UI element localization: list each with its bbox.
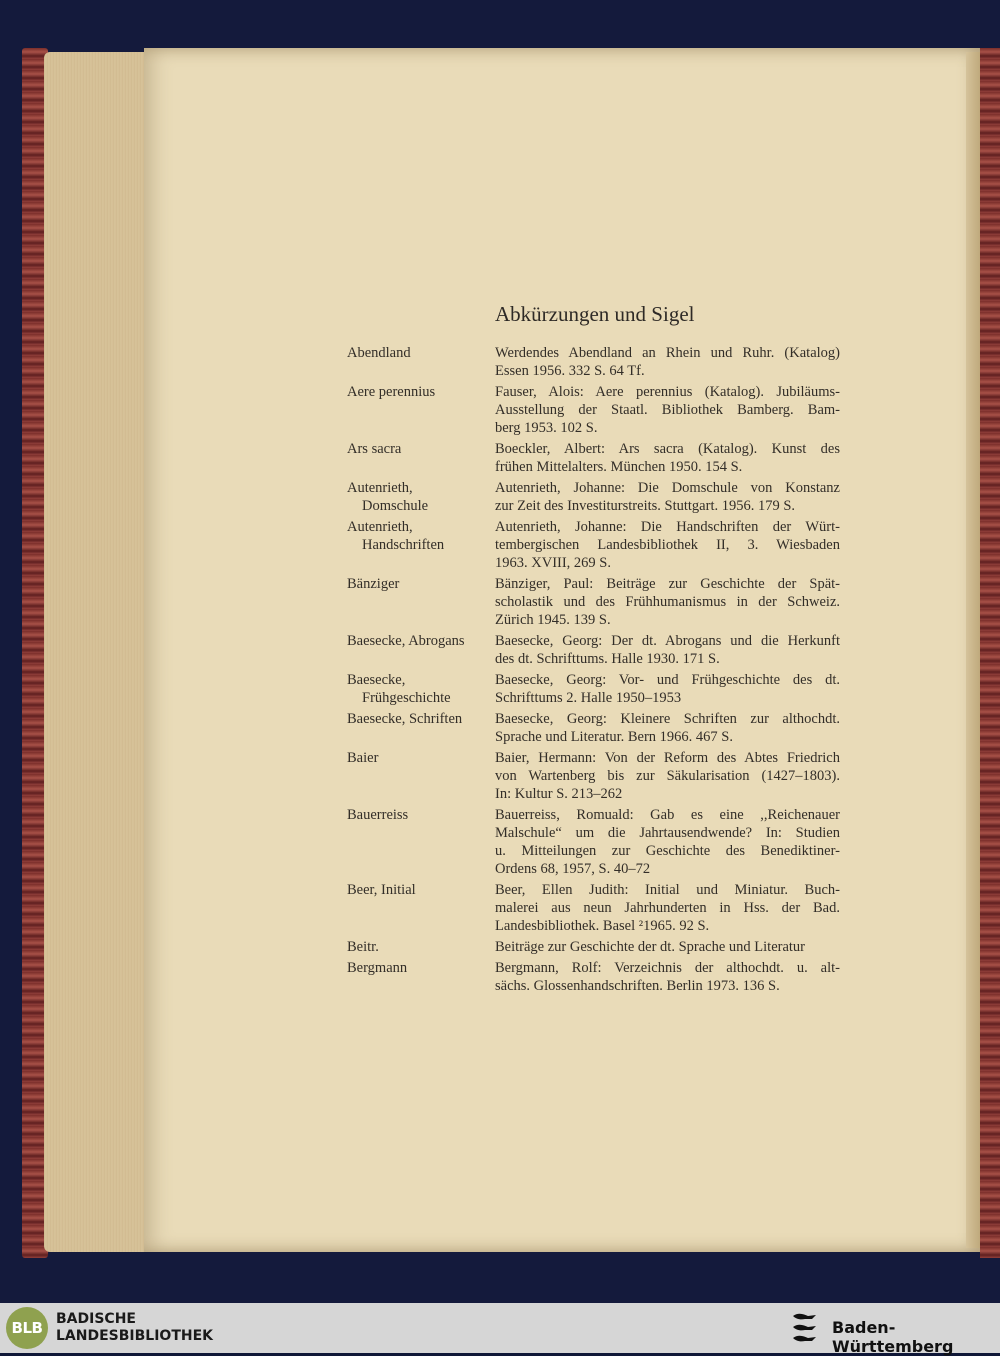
term-line: Autenrieth, <box>347 519 413 535</box>
abbreviation-description <box>495 383 840 437</box>
list-item <box>347 383 847 437</box>
abbreviation-description <box>495 749 840 803</box>
description-line: tembergischen Landesbibliothek II, 3. Wiesbaden <box>495 537 840 553</box>
abbreviation-description <box>495 710 840 746</box>
blb-logo[interactable]: BLB <box>6 1307 48 1349</box>
abbreviation-term <box>347 383 495 437</box>
description-line: Werdendes Abendland an Rhein und Ruhr. (Katalog) <box>495 345 840 361</box>
description-line: Baesecke, Georg: Kleinere Schriften zur althochdt. <box>495 711 840 727</box>
abbreviation-description <box>495 440 840 476</box>
list-item <box>347 806 847 878</box>
term-line: Frühgeschichte <box>362 690 451 706</box>
list-item <box>347 671 847 707</box>
abbreviation-term <box>347 806 495 878</box>
abbreviation-term <box>347 881 495 935</box>
list-item <box>347 710 847 746</box>
term-line: Handschriften <box>362 537 445 553</box>
description-line: Baesecke, Georg: Der dt. Abrogans und die Herkunft <box>495 633 840 649</box>
description-line: Boeckler, Albert: Ars sacra (Katalog). Kunst des <box>495 441 840 457</box>
state-name[interactable]: Baden-Württemberg <box>832 1318 954 1356</box>
list-item <box>347 881 847 935</box>
footer-bar <box>0 1303 1000 1356</box>
abbreviation-term <box>347 440 495 476</box>
term-line: Ars sacra <box>347 441 402 457</box>
lions-coat-of-arms-icon[interactable] <box>790 1310 820 1346</box>
list-item <box>347 479 847 515</box>
description-line: frühen Mittelalters. München 1950. 154 S. <box>495 459 743 475</box>
term-line: Baesecke, Abrogans <box>347 633 465 649</box>
list-item <box>347 959 847 995</box>
description-line: Essen 1956. 332 S. 64 Tf. <box>495 363 645 379</box>
description-line: Fauser, Alois: Aere perennius (Katalog). Jubiläums- <box>495 384 840 400</box>
term-line: Beer, Initial <box>347 882 416 898</box>
abbreviation-description <box>495 806 840 878</box>
abbreviation-term <box>347 938 495 956</box>
list-item <box>347 344 847 380</box>
description-line: scholastik und des Frühhumanismus in der Schweiz. <box>495 594 840 610</box>
description-line: Malschule“ um die Jahrtausendwende? In: Studien <box>495 825 840 841</box>
description-line: 1963. XVIII, 269 S. <box>495 555 611 571</box>
abbreviation-term <box>347 479 495 515</box>
description-line: Bauerreiss, Romuald: Gab es eine ,,Reichenauer <box>495 807 840 823</box>
abbreviation-list <box>347 344 847 998</box>
term-line: Autenrieth, <box>347 480 413 496</box>
library-name-line: BADISCHE <box>56 1311 136 1327</box>
description-line: Autenrieth, Johanne: Die Handschriften der Würt- <box>495 519 840 535</box>
abbreviation-term <box>347 749 495 803</box>
abbreviation-term <box>347 959 495 995</box>
list-item <box>347 749 847 803</box>
description-line: Schrifttums 2. Halle 1950–1953 <box>495 690 682 706</box>
term-line: Baesecke, Schriften <box>347 711 463 727</box>
term-line: Bauerreiss <box>347 807 409 823</box>
abbreviation-description <box>495 518 840 572</box>
term-line: Bänziger <box>347 576 400 592</box>
term-line: Baier <box>347 750 379 766</box>
description-line: von Wartenberg bis zur Säkularisation (1427–1803). <box>495 768 840 784</box>
description-line: Landesbibliothek. Basel ²1965. 92 S. <box>495 918 710 934</box>
description-line: Baier, Hermann: Von der Reform des Abtes Friedrich <box>495 750 840 766</box>
term-line: Bergmann <box>347 960 408 976</box>
description-line: Bänziger, Paul: Beiträge zur Geschichte der Spät- <box>495 576 840 592</box>
description-line: Beer, Ellen Judith: Initial und Miniatur. Buch- <box>495 882 840 898</box>
abbreviation-description <box>495 881 840 935</box>
term-line: Baesecke, <box>347 672 406 688</box>
description-line: Autenrieth, Johanne: Die Domschule von Konstanz <box>495 480 840 496</box>
abbreviation-description <box>495 344 840 380</box>
description-line: Bergmann, Rolf: Verzeichnis der althochdt. u. alt- <box>495 960 840 976</box>
abbreviation-description <box>495 671 840 707</box>
book-cover-right <box>980 48 1000 1258</box>
list-item <box>347 440 847 476</box>
description-line: sächs. Glossenhandschriften. Berlin 1973. 136 S. <box>495 978 780 994</box>
abbreviation-description <box>495 575 840 629</box>
abbreviation-term <box>347 671 495 707</box>
abbreviation-description <box>495 959 840 995</box>
description-line: In: Kultur S. 213–262 <box>495 786 623 802</box>
term-line: Aere perennius <box>347 384 436 400</box>
list-item <box>347 938 847 956</box>
page-gutter <box>966 52 980 1248</box>
list-item <box>347 518 847 572</box>
description-line: zur Zeit des Investiturstreits. Stuttgart. 1956. 179 S. <box>495 498 796 514</box>
description-line: Ordens 68, 1957, S. 40–72 <box>495 861 651 877</box>
abbreviation-term <box>347 518 495 572</box>
term-line: Beitr. <box>347 939 379 955</box>
library-name-line: LANDESBIBLIOTHEK <box>56 1328 214 1344</box>
list-item <box>347 575 847 629</box>
library-name[interactable] <box>56 1311 213 1345</box>
description-line: Baesecke, Georg: Vor- und Frühgeschichte des dt. <box>495 672 840 688</box>
description-line: malerei aus neun Jahrhunderten in Hss. der Bad. <box>495 900 840 916</box>
abbreviation-description <box>495 479 840 515</box>
abbreviation-term <box>347 710 495 746</box>
term-line: Domschule <box>362 498 429 514</box>
page-edges <box>44 52 144 1252</box>
abbreviation-description <box>495 938 840 956</box>
abbreviation-term <box>347 632 495 668</box>
abbreviation-description <box>495 632 840 668</box>
list-item <box>347 632 847 668</box>
description-line: des dt. Schrifttums. Halle 1930. 171 S. <box>495 651 720 667</box>
description-line: Beiträge zur Geschichte der dt. Sprache und Literatur <box>495 939 806 955</box>
abbreviation-term <box>347 575 495 629</box>
abbreviation-term <box>347 344 495 380</box>
description-line: u. Mitteilungen zur Geschichte des Benediktiner- <box>495 843 840 859</box>
description-line: Sprache und Literatur. Bern 1966. 467 S. <box>495 729 733 745</box>
description-line: Zürich 1945. 139 S. <box>495 612 611 628</box>
page-title: Abkürzungen und Sigel <box>495 302 695 326</box>
description-line: berg 1953. 102 S. <box>495 420 598 436</box>
description-line: Ausstellung der Staatl. Bibliothek Bamberg. Bam- <box>495 402 840 418</box>
term-line: Abendland <box>347 345 411 361</box>
